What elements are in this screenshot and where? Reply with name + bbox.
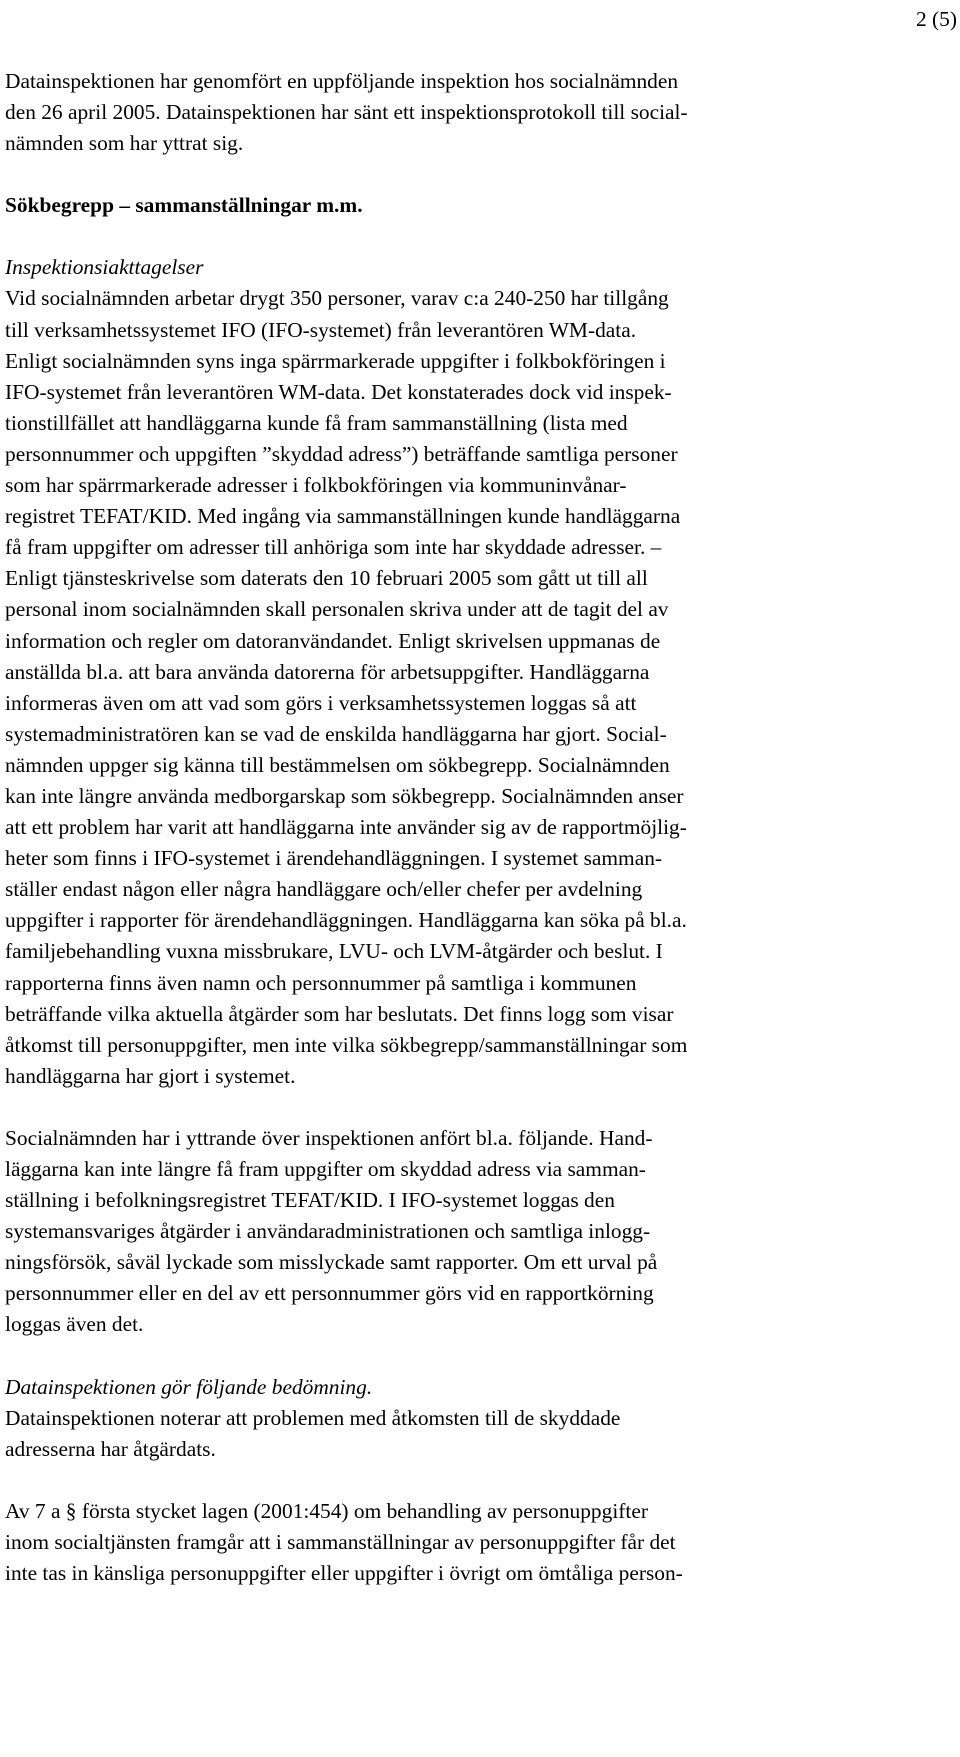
text-line: få fram uppgifter om adresser till anhöriga som inte har skyddade adresser. – (5, 535, 662, 560)
text-line: informeras även om att vad som görs i verksamhetssystemen loggas så att (5, 690, 637, 715)
text-line: Datainspektionen noterar att problemen med åtkomsten till de skyddade (5, 1405, 621, 1430)
section-heading: Sökbegrepp – sammanställningar m.m. (5, 193, 363, 218)
text-line: ställning i befolkningsregistret TEFAT/KID. I IFO-systemet loggas den (5, 1188, 615, 1213)
text-line: systemadministratören kan se vad de enskilda handläggarna har gjort. Social- (5, 721, 667, 746)
observations-heading: Inspektionsiakttagelser (5, 255, 204, 280)
text-line: kan inte längre använda medborgarskap som sökbegrepp. Socialnämnden anser (5, 783, 684, 808)
observations-paragraph (5, 283, 957, 1091)
text-line: åtkomst till personuppgifter, men inte vilka sökbegrepp/sammanställningar som (5, 1032, 688, 1057)
text-line: som har spärrmarkerade adresser i folkbokföringen via kommuninvånar- (5, 473, 627, 498)
text-line: till verksamhetssystemet IFO (IFO-systemet) från leverantören WM-data. (5, 317, 637, 342)
text-line: anställda bl.a. att bara använda datorerna för arbetsuppgifter. Handläggarna (5, 659, 650, 684)
text-line: registret TEFAT/KID. Med ingång via sammanställningen kunde handläggarna (5, 504, 681, 529)
text-line: handläggarna har gjort i systemet. (5, 1063, 296, 1088)
assessment-paragraph (5, 1403, 957, 1465)
text-line: Enligt socialnämnden syns inga spärrmarkerade uppgifter i folkbokföringen i (5, 348, 666, 373)
text-line: läggarna kan inte längre få fram uppgifter om skyddad adress via samman- (5, 1157, 646, 1181)
text-line: inte tas in känsliga personuppgifter eller uppgifter i övrigt om ömtåliga person- (5, 1561, 683, 1586)
text-line: rapporterna finns även namn och personnummer på samtliga i kommunen (5, 970, 637, 995)
statement-paragraph (5, 1123, 957, 1341)
text-line: den 26 april 2005. Datainspektionen har sänt ett inspektionsprotokoll till social- (5, 100, 688, 125)
text-line: systemansvariges åtgärder i användaradministrationen och samtliga inlogg- (5, 1219, 651, 1244)
text-line: personnummer och uppgiften ”skyddad adress”) beträffande samtliga personer (5, 441, 678, 466)
text-line: Enligt tjänsteskrivelse som daterats den 10 februari 2005 som gått ut till all (5, 566, 648, 591)
intro-paragraph (5, 66, 957, 159)
text-line: familjebehandling vuxna missbrukare, LVU- och LVM-åtgärder och beslut. I (5, 939, 663, 964)
text-line: nämnden uppger sig känna till bestämmelsen om sökbegrepp. Socialnämnden (5, 752, 670, 777)
text-line: beträffande vilka aktuella åtgärder som har beslutats. Det finns logg som visar (5, 1001, 674, 1026)
text-line: ningsförsök, såväl lyckade som misslyckade samt rapporter. Om ett urval på (5, 1250, 658, 1275)
text-line: adresserna har åtgärdats. (5, 1436, 216, 1461)
text-line: nämnden som har yttrat sig. (5, 131, 244, 156)
final-paragraph (5, 1496, 957, 1589)
text-line: personnummer eller en del av ett personnummer görs vid en rapportkörning (5, 1281, 654, 1306)
text-line: Vid socialnämnden arbetar drygt 350 personer, varav c:a 240-250 har tillgång (5, 286, 669, 311)
text-line: IFO-systemet från leverantören WM-data. Det konstaterades dock vid inspek- (5, 379, 672, 404)
assessment-heading: Datainspektionen gör följande bedömning. (5, 1374, 373, 1399)
text-line: heter som finns i IFO-systemet i ärendehandläggningen. I systemet samman- (5, 846, 663, 871)
document-body (5, 66, 957, 1589)
text-line: Datainspektionen har genomfört en uppföljande inspektion hos socialnämnden (5, 69, 679, 93)
page-number: 2 (5) (916, 7, 957, 31)
text-line: information och regler om datoranvändandet. Enligt skrivelsen uppmanas de (5, 628, 661, 653)
text-line: ställer endast någon eller några handläggare och/eller chefer per avdelning (5, 877, 643, 902)
text-line: Av 7 a § första stycket lagen (2001:454) om behandling av personuppgifter (5, 1498, 648, 1523)
text-line: uppgifter i rapporter för ärendehandläggningen. Handläggarna kan söka på bl.a. (5, 908, 687, 933)
text-line: Socialnämnden har i yttrande över inspektionen anfört bl.a. följande. Hand- (5, 1125, 653, 1150)
text-line: loggas även det. (5, 1312, 144, 1337)
text-line: att ett problem har varit att handläggarna inte använder sig av de rapportmöjlig- (5, 815, 687, 840)
text-line: tionstillfället att handläggarna kunde få fram sammanställning (lista med (5, 410, 628, 435)
text-line: personal inom socialnämnden skall personalen skriva under att de tagit del av (5, 597, 669, 622)
text-line: inom socialtjänsten framgår att i sammanställningar av personuppgifter får det (5, 1529, 676, 1554)
